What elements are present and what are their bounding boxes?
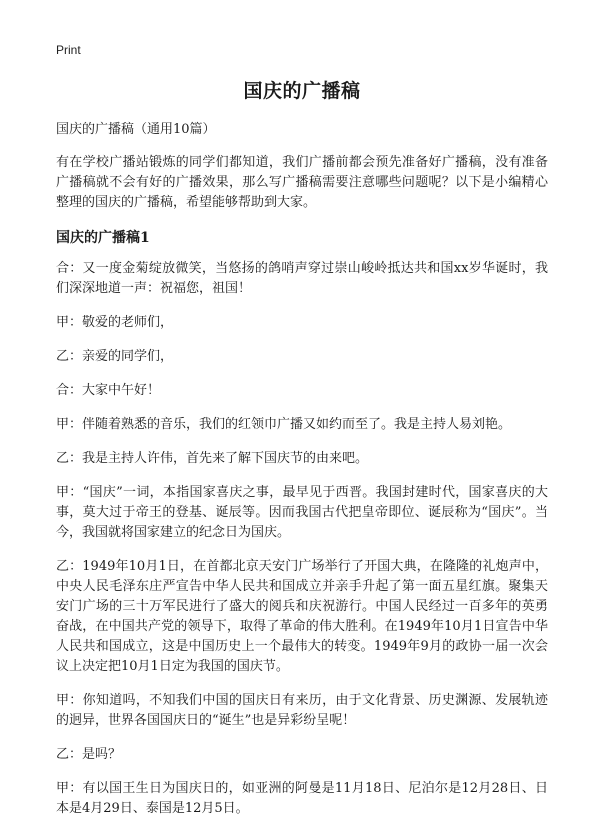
script-paragraph: 乙：1949年10月1日，在首都北京天安门广场举行了开国大典，在隆隆的礼炮声中，中央人民毛泽东庄严宣告中华人民共和国成立并亲手升起了第一面五星红旗。聚集天安门广场的三十万军民进行了盛大的阅兵和庆祝游行。中国人民经过一百多年的英勇奋战，在中国共产党的领导下，取得了革命的伟大胜利。在1949年10月1日宣告中华人民共和国成立，这是中国历史上一个最伟大的转变。1949年9月的政协一届一次会议上决定把10月1日定为我国的国庆节。: [56, 559, 548, 674]
script-paragraph: 甲：有以国王生日为国庆日的，如亚洲的阿曼是11月18日、尼泊尔是12月28日、日本是4月29日、泰国是12月5日。: [56, 781, 548, 816]
script-paragraph: 乙：是吗？: [56, 747, 122, 762]
print-link[interactable]: Print: [56, 43, 81, 57]
script-paragraph: 甲：你知道吗，不知我们中国的国庆日有来历，由于文化背景、历史渊源、发展轨迹的迥异，世界各国国庆日的“诞生”也是异彩纷呈呢！: [56, 693, 548, 728]
section-heading: 国庆的广播稿1: [56, 230, 150, 246]
script-paragraph: 乙：亲爱的同学们，: [56, 349, 174, 364]
script-paragraph: 甲：伴随着熟悉的音乐，我们的红领巾广播又如约而至了。我是主持人易刘艳。: [56, 417, 512, 432]
script-paragraph: 甲：“国庆”一词，本指国家喜庆之事，最早见于西晋。我国封建时代，国家喜庆的大事，莫大过于帝王的登基、诞辰等。因而我国古代把皇帝即位、诞辰称为“国庆”。当今，我国就将国家建立的纪念日为国庆。: [56, 485, 548, 540]
script-paragraph: 合：又一度金菊绽放微笑，当悠扬的鸽哨声穿过崇山峻岭抵达共和国xx岁华诞时，我们深深地道一声：祝福您，祖国！: [56, 261, 548, 296]
script-paragraph: 甲：敬爱的老师们，: [56, 315, 174, 330]
intro-paragraph: 有在学校广播站锻炼的同学们都知道，我们广播前都会预先准备好广播稿，没有准备广播稿就不会有好的广播效果，那么写广播稿需要注意哪些问题呢？以下是小编精心整理的国庆的广播稿，希望能够帮助到大家。: [56, 155, 548, 210]
script-paragraph: 乙：我是主持人许伟，首先来了解下国庆节的由来吧。: [56, 451, 369, 466]
document-subtitle: 国庆的广播稿（通用10篇）: [56, 122, 216, 137]
script-paragraph: 合：大家中午好！: [56, 383, 161, 398]
page-title: 国庆的广播稿: [243, 80, 361, 102]
